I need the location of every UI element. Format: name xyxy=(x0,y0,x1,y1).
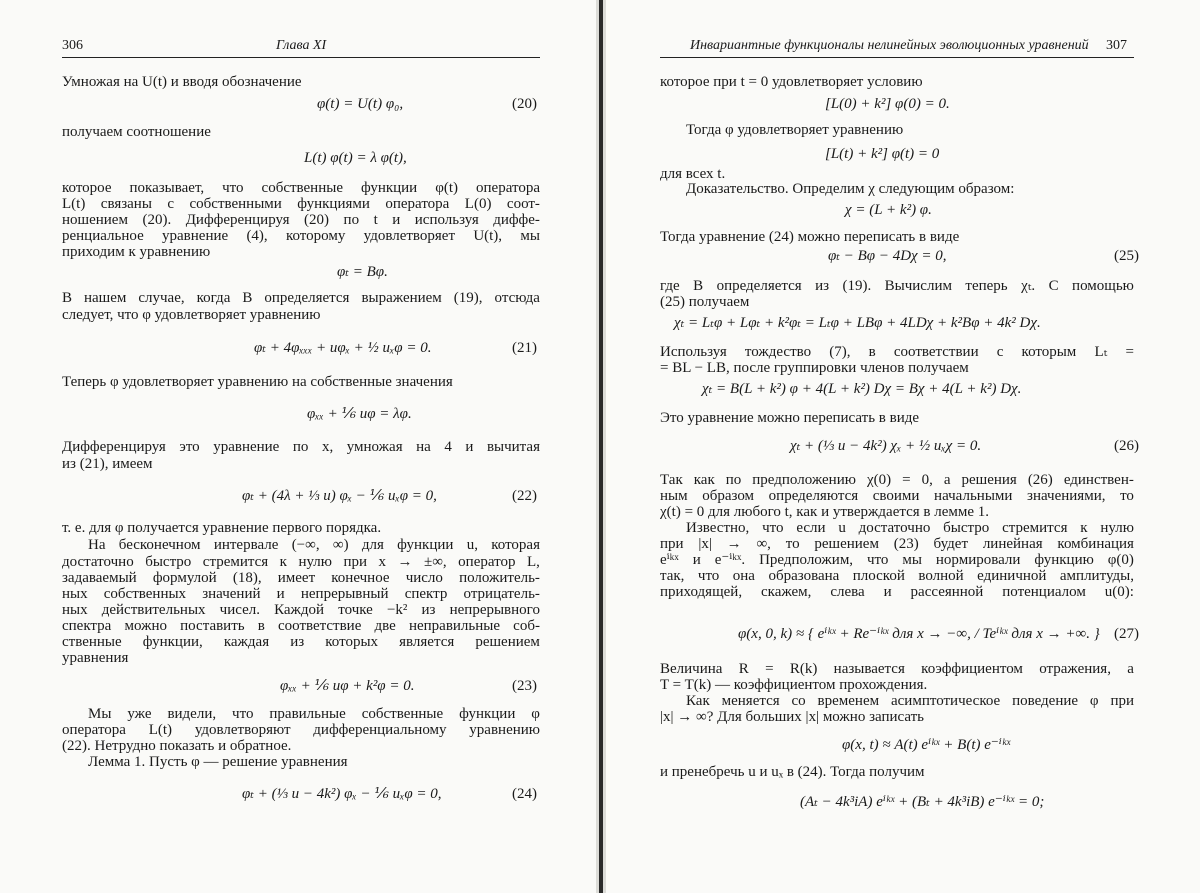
text-line: которое при t = 0 удовлетворяет условию xyxy=(660,74,923,90)
equation: φₜ − Bφ − 4Dχ = 0, xyxy=(828,248,947,264)
equation: φₓₓ + ⅙ uφ + k²φ = 0. xyxy=(280,678,415,694)
equation: χₜ = B(L + k²) φ + 4(L + k²) Dχ = Bχ + 4(L + k²) Dχ. xyxy=(702,381,1022,397)
equation: [L(0) + k²] φ(0) = 0. xyxy=(825,96,950,112)
book-gutter xyxy=(596,0,606,893)
equation: (Aₜ − 4k³iA) eⁱᵏˣ + (Bₜ + 4k³iB) e⁻ⁱᵏˣ = 0; xyxy=(800,794,1045,810)
equation: L(t) φ(t) = λ φ(t), xyxy=(304,150,407,166)
text-line: Используя тождество (7), в соответствии с которым Lₜ = xyxy=(660,344,1134,360)
equation: φₜ + (⅓ u − 4k²) φₓ − ⅙ uₓφ = 0, xyxy=(242,786,442,802)
text-line: Доказательство. Определим χ следующим образом: xyxy=(686,181,1015,197)
text-line: получаем соотношение xyxy=(62,124,211,140)
equation: χ = (L + k²) φ. xyxy=(845,202,932,218)
text-line: Это уравнение можно переписать в виде xyxy=(660,410,920,426)
text-line: ных действительных чисел. Каждой точке −k² из непрерывного xyxy=(62,602,540,618)
equation-number: (27) xyxy=(1114,626,1139,642)
equation: φ(x, 0, k) ≈ { eⁱᵏˣ + Re⁻ⁱᵏˣ для x → −∞, / Teⁱᵏˣ для x → +∞. } xyxy=(738,626,1100,642)
equation: φₜ + (4λ + ⅓ u) φₓ − ⅙ uₓφ = 0, xyxy=(242,488,437,504)
text-line: Тогда уравнение (24) можно переписать в виде xyxy=(660,229,960,245)
equation-number: (21) xyxy=(512,340,537,356)
equation: φₜ + 4φₓₓₓ + uφₓ + ½ uₓφ = 0. xyxy=(254,340,432,356)
text-line: χ(t) = 0 для любого t, как и утверждается в лемме 1. xyxy=(660,504,990,520)
page-number-left: 306 xyxy=(62,38,83,53)
text-line: т. е. для φ получается уравнение первого порядка. xyxy=(62,520,382,536)
text-line: оператора L(t) удовлетворяют дифференциальному уравнению xyxy=(62,722,540,738)
text-line: ных собственных значений и непрерывный спектр отрицатель- xyxy=(62,586,540,602)
text-line: В нашем случае, когда B определяется выражением (19), отсюда xyxy=(62,290,540,306)
text-line: ственные функции, каждая из которых является решением xyxy=(62,634,540,650)
left-page xyxy=(0,0,596,893)
text-line: (25) получаем xyxy=(660,294,750,310)
text-line: На бесконечном интервале (−∞, ∞) для функции u, которая xyxy=(88,537,540,553)
equation: χₜ = Lₜφ + Lφₜ + k²φₜ = Lₜφ + LBφ + 4LDχ + k²Bφ + 4k² Dχ. xyxy=(674,315,1041,331)
text-line: eⁱᵏˣ и e⁻ⁱᵏˣ. Предположим, что мы нормировали функцию φ(0) xyxy=(660,552,1134,568)
running-head-right: Инвариантные функционалы нелинейных эволюционных уравнений xyxy=(690,38,1089,53)
equation: [L(t) + k²] φ(t) = 0 xyxy=(825,146,940,162)
text-line: Известно, что если u достаточно быстро стремится к нулю xyxy=(686,520,1134,536)
text-line: Теперь φ удовлетворяет уравнению на собственные значения xyxy=(62,374,453,390)
equation-number: (23) xyxy=(512,678,537,694)
equation-number: (25) xyxy=(1114,248,1139,264)
equation: φ(t) = U(t) φ₀, xyxy=(317,96,404,112)
text-line: где B определяется из (19). Вычислим теперь χₜ. С помощью xyxy=(660,278,1134,294)
text-line: (22). Нетрудно показать и обратное. xyxy=(62,738,292,754)
text-line: Тогда φ удовлетворяет уравнению xyxy=(686,122,904,138)
text-line: Дифференцируя это уравнение по x, умножая на 4 и вычитая xyxy=(62,439,540,455)
text-line: следует, что φ удовлетворяет уравнению xyxy=(62,307,321,323)
text-line: Лемма 1. Пусть φ — решение уравнения xyxy=(88,754,348,770)
text-line: при |x| → ∞, то решением (23) будет линейная комбинация xyxy=(660,536,1134,552)
text-line: Так как по предположению χ(0) = 0, а решения (26) единствен- xyxy=(660,472,1134,488)
text-line: = BL − LB, после группировки членов получаем xyxy=(660,360,969,376)
equation-number: (20) xyxy=(512,96,537,112)
text-line: Величина R = R(k) называется коэффициентом отражения, а xyxy=(660,661,1134,677)
equation-number: (26) xyxy=(1114,438,1139,454)
text-line: которое показывает, что собственные функции φ(t) оператора xyxy=(62,180,540,196)
text-line: приходим к уравнению xyxy=(62,244,211,260)
header-rule-left xyxy=(62,57,540,58)
text-line: T = T(k) — коэффициентом прохождения. xyxy=(660,677,928,693)
header-rule-right xyxy=(660,57,1134,58)
running-head-left: Глава XI xyxy=(276,38,327,53)
text-line: ренциальное уравнение (4), которому удовлетворяет U(t), мы xyxy=(62,228,540,244)
text-line: достаточно быстро стремится к нулю при x → ±∞, оператор L, xyxy=(62,554,540,570)
text-line: спектра можно поставить в соответствие две неправильные соб- xyxy=(62,618,540,634)
text-line: ношением (20). Дифференцируя (20) по t и используя диффе- xyxy=(62,212,540,228)
text-line: и пренебречь u и uₓ в (24). Тогда получим xyxy=(660,764,925,780)
equation: φ(x, t) ≈ A(t) eⁱᵏˣ + B(t) e⁻ⁱᵏˣ xyxy=(842,737,1011,753)
text-line: из (21), имеем xyxy=(62,456,153,472)
equation-number: (22) xyxy=(512,488,537,504)
text-line: |x| → ∞? Для больших |x| можно записать xyxy=(660,709,925,725)
text-line: L(t) связаны с собственными функциями оператора L(0) соот- xyxy=(62,196,540,212)
equation-number: (24) xyxy=(512,786,537,802)
text-line: Умножая на U(t) и вводя обозначение xyxy=(62,74,302,90)
page-number-right: 307 xyxy=(1106,38,1127,53)
text-line: Как меняется со временем асимптотическое поведение φ при xyxy=(686,693,1134,709)
text-line: задаваемый формулой (18), имеет конечное число положитель- xyxy=(62,570,540,586)
right-page xyxy=(606,0,1200,893)
text-line: уравнения xyxy=(62,650,129,666)
text-line: приходящей, скажем, слева и рассеянной потенциалом u(0): xyxy=(660,584,1134,600)
text-line: ным образом определяются своими начальными значениями, то xyxy=(660,488,1134,504)
text-line: так, что она образована плоской волной единичной амплитуды, xyxy=(660,568,1134,584)
equation: φₓₓ + ⅙ uφ = λφ. xyxy=(307,406,412,422)
equation: φₜ = Bφ. xyxy=(337,264,388,280)
text-line: для всех t. xyxy=(660,166,726,182)
text-line: Мы уже видели, что правильные собственные функции φ xyxy=(88,706,540,722)
equation: χₜ + (⅓ u − 4k²) χₓ + ½ uₓχ = 0. xyxy=(790,438,982,454)
